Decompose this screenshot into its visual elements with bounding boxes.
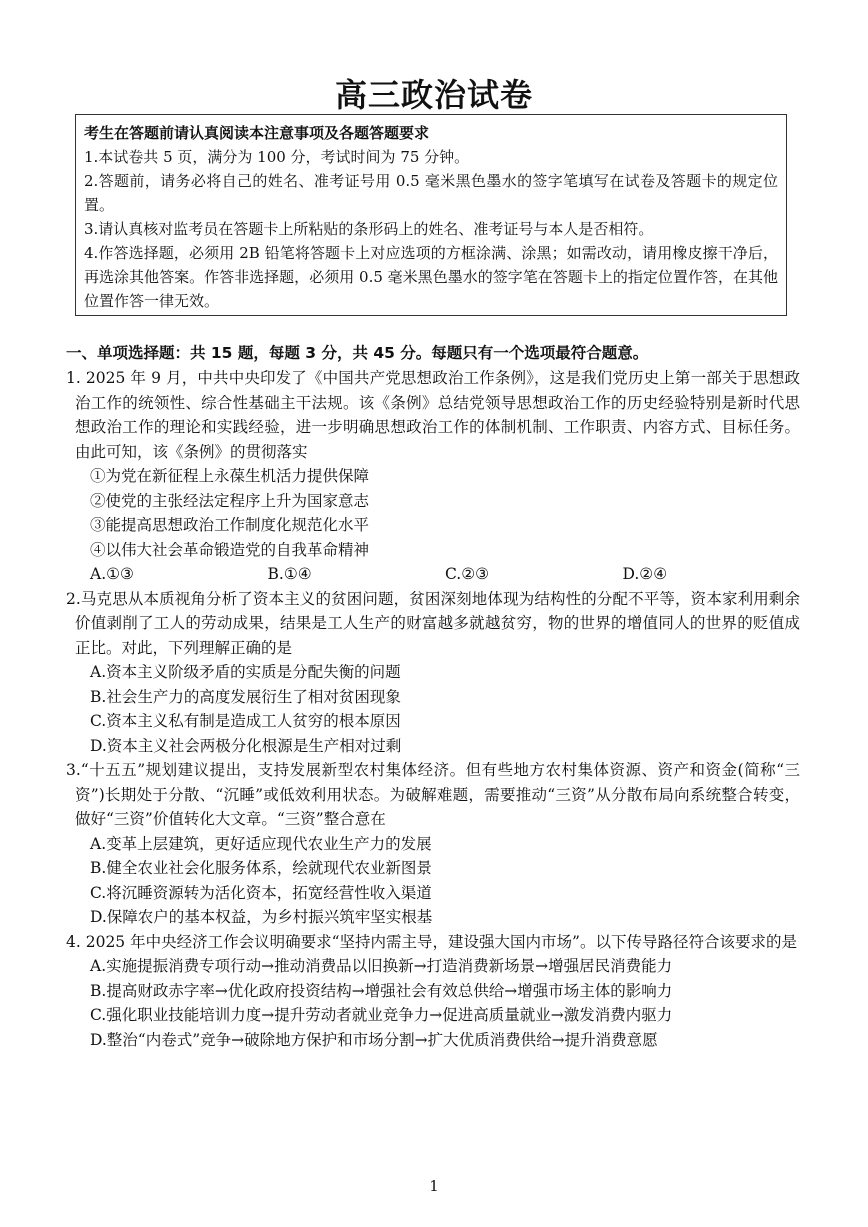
question-3	[66, 758, 800, 930]
option: D.保障农户的基本权益，为乡村振兴筑牢坚实根基	[90, 908, 433, 926]
option: B.社会生产力的高度发展衍生了相对贫困现象	[90, 687, 401, 706]
statement: ②使党的主张经法定程序上升为国家意志	[90, 491, 370, 510]
questions-list	[66, 366, 800, 1052]
option: A.资本主义阶级矛盾的实质是分配失衡的问题	[90, 663, 401, 681]
question-stem: 4. 2025 年中央经济工作会议明确要求“坚持内需主导，建设强大国内市场”。以下传导路径符合该要求的是	[66, 932, 797, 951]
option: B.健全农业社会化服务体系，绘就现代农业新图景	[90, 859, 432, 877]
instruction-item: 3.请认真核对监考员在答题卡上所粘贴的条形码上的姓名、准考证号与本人是否相符。	[84, 220, 654, 238]
question-stem: 3.“十五五”规划建议提出，支持发展新型农村集体经济。但有些地方农村集体资源、资产和资金(简称“三资”)长期处于分散、“沉睡”或低效利用状态。为破解难题，需要推动“三资”从分散布局向系统整合转变，做好“三资”价值转化大文章。“三资”整合意在	[66, 761, 800, 828]
exam-title: 高三政治试卷	[334, 76, 533, 114]
instruction-item: 2.答题前，请务必将自己的姓名、准考证号用 0.5 毫米黑色墨水的签字笔填写在试卷及答题卡的规定位置。	[84, 172, 778, 214]
statement: ④以伟大社会革命锻造党的自我革命精神	[90, 540, 370, 559]
option: D.资本主义社会两极分化根源是生产相对过剩	[90, 736, 402, 755]
instructions-heading: 考生在答题前请认真阅读本注意事项及各题答题要求	[84, 124, 430, 142]
question-1	[66, 366, 800, 587]
option: D.整治“内卷式”竞争→破除地方保护和市场分割→扩大优质消费供给→提升消费意愿	[90, 1030, 658, 1049]
option: C.资本主义私有制是造成工人贫穷的根本原因	[90, 712, 401, 730]
question-stem: 2.马克思从本质视角分析了资本主义的贫困问题，贫困深刻地体现为结构性的分配不平等，资本家利用剩余价值剥削了工人的劳动成果，结果是工人生产的财富越多就越贫穷，物的世界的增值同人的世界的贬值成正比。对此，下列理解正确的是	[66, 589, 800, 657]
option: B.①④	[267, 565, 312, 583]
section-heading: 一、单项选择题：共 15 题，每题 3 分，共 45 分。每题只有一个选项最符合题意。	[66, 344, 649, 362]
instruction-item: 1.本试卷共 5 页，满分为 100 分，考试时间为 75 分钟。	[84, 148, 470, 166]
question-stem: 1. 2025 年 9 月，中共中央印发了《中国共产党思想政治工作条例》，这是我们党历史上第一部关于思想政治工作的统领性、综合性基础主干法规。该《条例》总结党领导思想政治工作的历史经验特别是新时代思想政治工作的理论和实践经验，进一步明确思想政治工作的体制机制、工作职责、内容方式、目标任务。由此可知，该《条例》的贯彻落实	[66, 369, 800, 461]
option-row	[66, 562, 800, 587]
option: C.将沉睡资源转为活化资本，拓宽经营性收入渠道	[90, 883, 432, 902]
option: A.实施提振消费专项行动→推动消费品以旧换新→打造消费新场景→增强居民消费能力	[90, 957, 673, 975]
instruction-item: 4.作答选择题，必须用 2B 铅笔将答题卡上对应选项的方框涂满、涂黑；如需改动，请用橡皮擦干净后，再选涂其他答案。作答非选择题，必须用 0.5 毫米黑色墨水的签字笔在答题卡上的指定位置作答，在其他位置作答一律无效。	[84, 244, 778, 310]
question-2	[66, 587, 800, 759]
instructions-box	[75, 114, 787, 316]
option: A.①③	[90, 565, 134, 583]
option: B.提高财政赤字率→优化政府投资结构→增强社会有效总供给→增强市场主体的影响力	[90, 981, 673, 1000]
option: C.强化职业技能培训力度→提升劳动者就业竞争力→促进高质量就业→激发消费内驱力	[90, 1006, 673, 1024]
statement: ③能提高思想政治工作制度化规范化水平	[90, 516, 370, 534]
page-number: 1	[429, 1177, 439, 1195]
question-4	[66, 930, 800, 1053]
option: A.变革上层建筑，更好适应现代农业生产力的发展	[90, 834, 432, 853]
option: D.②④	[622, 565, 668, 583]
option: C.②③	[445, 565, 490, 583]
statement: ①为党在新征程上永葆生机活力提供保障	[90, 467, 370, 485]
